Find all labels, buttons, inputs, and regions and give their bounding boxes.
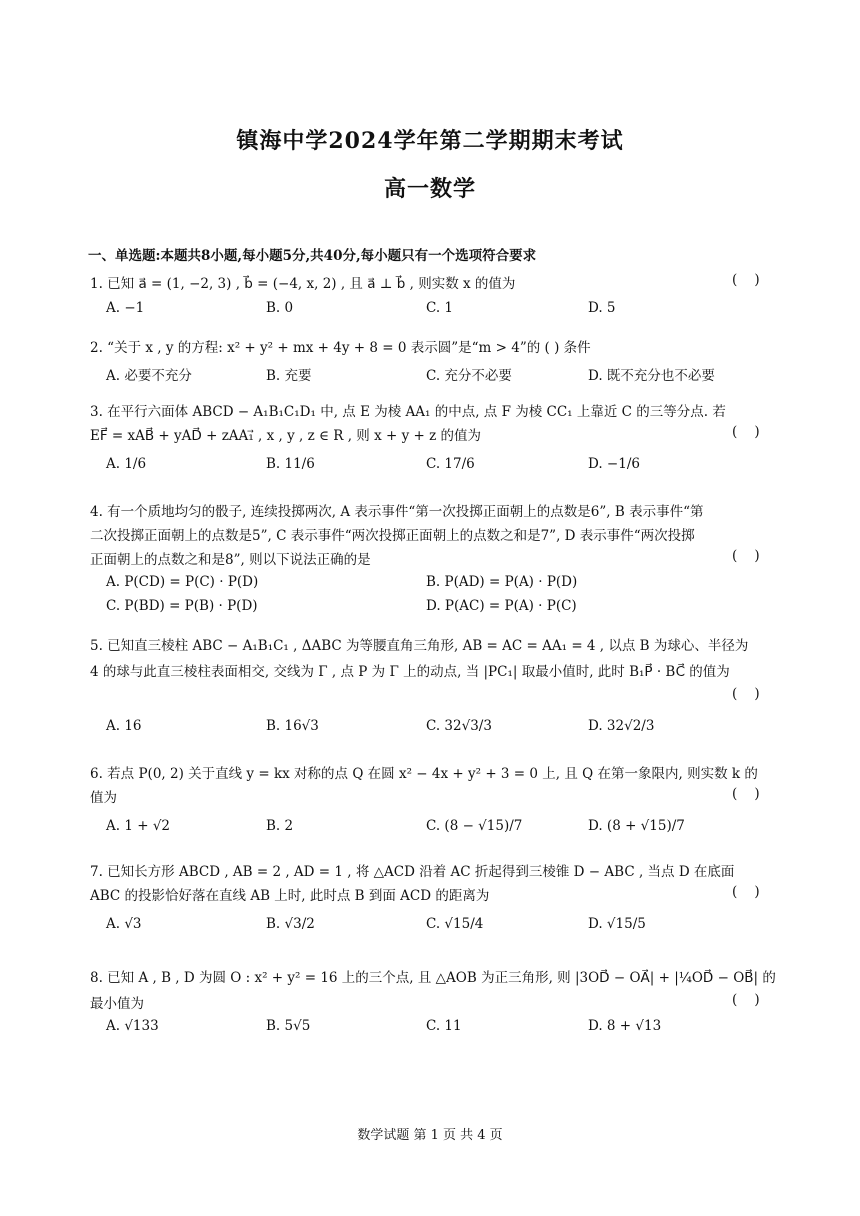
page-footer: 数学试题 第 1 页 共 4 页 bbox=[357, 1128, 503, 1143]
question-text-line: ABC 的投影恰好落在直线 AB 上时, 此时点 B 到面 ACD 的距离为 bbox=[90, 888, 490, 904]
question-text-line: EF⃗ = xAB⃗ + yAD⃗ + zAA₁⃗ , x , y , z ∈ R , 则 x + y + z 的值为 bbox=[90, 428, 482, 444]
option-b: B. P(AD) = P(A) · P(D) bbox=[426, 574, 578, 590]
option-b: B. 0 bbox=[266, 300, 294, 316]
option-b: B. 16√3 bbox=[266, 718, 319, 734]
question-text-line: 7. 已知长方形 ABCD , AB = 2 , AD = 1 , 将 △ACD 沿着 AC 折起得到三棱锥 D − ABC , 当点 D 在底面 bbox=[90, 864, 735, 880]
answer-blank: ( ) bbox=[732, 272, 760, 288]
option-b: B. 5√5 bbox=[266, 1018, 311, 1034]
question-text-line: 8. 已知 A , B , D 为圆 O : x² + y² = 16 上的三个点, 且 △AOB 为正三角形, 则 |3OD⃗ − OA⃗| + |¼OD⃗ − OB⃗| 的 bbox=[90, 970, 776, 986]
question-text-line: 值为 bbox=[90, 790, 117, 806]
option-d: D. 8 + √13 bbox=[588, 1018, 662, 1034]
option-d: D. P(AC) = P(A) · P(C) bbox=[426, 598, 577, 614]
question-text-line: 4 的球与此直三棱柱表面相交, 交线为 Γ , 点 P 为 Γ 上的动点, 当 |PC₁| 取最小值时, 此时 B₁P⃗ · BC⃗ 的值为 bbox=[90, 664, 730, 680]
option-a: A. −1 bbox=[106, 300, 145, 316]
section-heading: 一、单选题:本题共8小题,每小题5分,共40分,每小题只有一个选项符合要求 bbox=[88, 248, 537, 264]
option-a: A. √133 bbox=[106, 1018, 159, 1034]
option-d: D. −1/6 bbox=[588, 456, 640, 472]
answer-blank: ( ) bbox=[732, 548, 760, 564]
option-c: C. (8 − √15)/7 bbox=[426, 818, 523, 834]
option-c: C. 1 bbox=[426, 300, 454, 316]
option-c: C. 充分不必要 bbox=[426, 368, 512, 384]
option-a: A. √3 bbox=[106, 916, 142, 932]
question-text-line: 5. 已知直三棱柱 ABC − A₁B₁C₁ , ΔABC 为等腰直角三角形, AB = AC = AA₁ = 4 , 以点 B 为球心、半径为 bbox=[90, 638, 749, 654]
option-a: A. 1 + √2 bbox=[106, 818, 171, 834]
option-a: A. 必要不充分 bbox=[106, 368, 192, 384]
option-b: B. √3/2 bbox=[266, 916, 315, 932]
option-c: C. 11 bbox=[426, 1018, 462, 1034]
option-a: A. 1/6 bbox=[106, 456, 147, 472]
question-text-line: 最小值为 bbox=[90, 996, 144, 1012]
answer-blank: ( ) bbox=[732, 884, 760, 900]
question-text-line: 2. “关于 x , y 的方程: x² + y² + mx + 4y + 8 = 0 表示圆”是“m > 4”的 ( ) 条件 bbox=[90, 340, 591, 356]
option-b: B. 充要 bbox=[266, 368, 312, 384]
question-text-line: 二次投掷正面朝上的点数是5”, C 表示事件“两次投掷正面朝上的点数之和是7”, D 表示事件“两次投掷 bbox=[90, 528, 695, 544]
exam-subject: 高一数学 bbox=[383, 176, 476, 202]
question-text-line: 正面朝上的点数之和是8”, 则以下说法正确的是 bbox=[90, 552, 371, 568]
option-c: C. 32√3/3 bbox=[426, 718, 492, 734]
answer-blank: ( ) bbox=[732, 424, 760, 440]
exam-title: 镇海中学2024学年第二学期期末考试 bbox=[236, 128, 624, 154]
option-c: C. 17/6 bbox=[426, 456, 475, 472]
option-d: D. 32√2/3 bbox=[588, 718, 655, 734]
option-b: B. 11/6 bbox=[266, 456, 315, 472]
answer-blank: ( ) bbox=[732, 992, 760, 1008]
option-b: B. 2 bbox=[266, 818, 294, 834]
option-a: A. 16 bbox=[106, 718, 142, 734]
option-d: D. 既不充分也不必要 bbox=[588, 368, 715, 384]
option-a: A. P(CD) = P(C) · P(D) bbox=[106, 574, 259, 590]
option-c: C. √15/4 bbox=[426, 916, 484, 932]
answer-blank: ( ) bbox=[732, 686, 760, 702]
question-text-line: 3. 在平行六面体 ABCD − A₁B₁C₁D₁ 中, 点 E 为棱 AA₁ 的中点, 点 F 为棱 CC₁ 上靠近 C 的三等分点. 若 bbox=[90, 404, 726, 420]
answer-blank: ( ) bbox=[732, 786, 760, 802]
question-text-line: 4. 有一个质地均匀的骰子, 连续投掷两次, A 表示事件“第一次投掷正面朝上的点数是6”, B 表示事件“第 bbox=[90, 504, 704, 520]
option-c: C. P(BD) = P(B) · P(D) bbox=[106, 598, 258, 614]
option-d: D. 5 bbox=[588, 300, 616, 316]
question-text-line: 1. 已知 a⃗ = (1, −2, 3) , b⃗ = (−4, x, 2) , 且 a⃗ ⊥ b⃗ , 则实数 x 的值为 bbox=[90, 276, 516, 292]
option-d: D. (8 + √15)/7 bbox=[588, 818, 685, 834]
option-d: D. √15/5 bbox=[588, 916, 646, 932]
question-text-line: 6. 若点 P(0, 2) 关于直线 y = kx 对称的点 Q 在圆 x² − 4x + y² + 3 = 0 上, 且 Q 在第一象限内, 则实数 k 的 bbox=[90, 766, 758, 782]
